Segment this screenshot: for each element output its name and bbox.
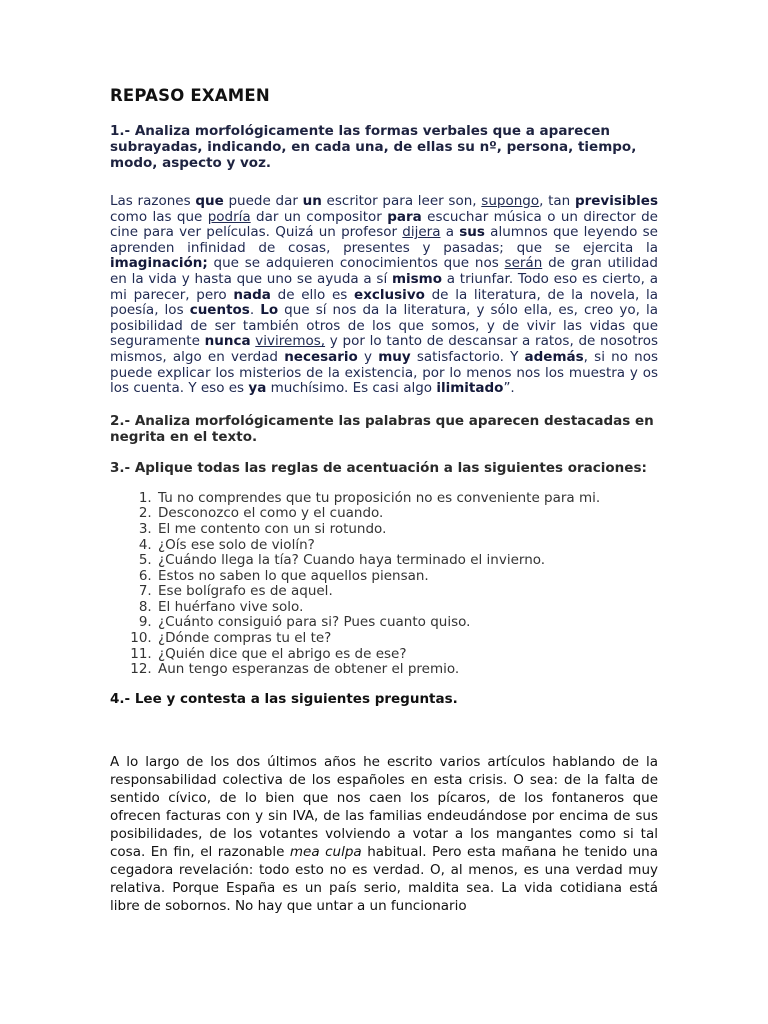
passage-text: de la literatura, de la novela, la poesía, los [110, 286, 659, 319]
reading-italic-phrase: mea culpa [289, 843, 362, 860]
passage-text: ”. [503, 380, 515, 397]
passage-text: como las que [110, 208, 208, 225]
passage-underlined-verb: serán [504, 255, 543, 272]
passage-text: alumnos que leyendo se aprenden infinidad de cosas, presentes y pasadas; que se ejercita la [110, 224, 658, 256]
sentence-item: 7. Ese bolígrafo es de aquel. [156, 584, 658, 600]
question-1: 1.- Analiza morfológicamente las formas verbales que a aparecen subrayadas, indicando, en cada una, de ellas su nº, persona, tiempo, modo, aspecto y voz. [110, 123, 637, 171]
reading-text: A lo largo de los dos últimos años he escrito varios artículos hablando de la responsabilidad colectiva de los españoles en esta crisis. O sea: de la falta de sentido cívico, de lo bien que nos caen los pícaros, de los fontaneros que ofrecen facturas con y sin IVA, de las familias endeudándose por encima de sus posibilidades, de los votantes volviendo a votar a los mangantes como si tal cosa. En fin, el razonable [110, 753, 658, 860]
passage-bold-word: sus [459, 224, 485, 241]
passage-bold-word: previsibles [574, 193, 659, 209]
passage-text: , si no nos puede explicar los misterios de la existencia, por lo menos nos los muestra y os los cuenta. Y eso es [110, 348, 658, 397]
sentence-item: 4. ¿Oís ese solo de violín? [156, 538, 658, 554]
passage-text: que se adquieren conocimientos que nos [207, 255, 505, 272]
passage-text: de gran utilidad en la vida y hasta que uno se ayuda a sí [110, 255, 658, 287]
passage-text: a [440, 224, 460, 241]
passage-underlined-verb: podría [207, 208, 251, 225]
document-content [110, 86, 658, 915]
passage-text: y [357, 348, 379, 365]
sentence-item: 9. ¿Cuánto consiguió para si? Pues cuanto quiso. [156, 615, 658, 631]
passage-underlined-verb: supongo [481, 193, 540, 209]
question-2: 2.- Analiza morfológicamente las palabras que aparecen destacadas en negrita en el texto. [110, 412, 654, 445]
reading-passage [110, 753, 658, 915]
passage-text: y por lo tanto de descansar a ratos, de nosotros mismos, algo en verdad [110, 333, 658, 365]
sentence-item: 12. Aun tengo esperanzas de obtener el premio. [156, 662, 658, 678]
question-4: 4.- Lee y contesta a las siguientes preguntas. [110, 690, 458, 707]
sentence-item: 5. ¿Cuándo llega la tía? Cuando haya terminado el invierno. [156, 553, 658, 569]
passage-bold-word: además [524, 348, 584, 365]
passage-bold-word: para [387, 208, 422, 225]
sentence-item: 11. ¿Quién dice que el abrigo es de ese? [156, 647, 658, 663]
sentence-item: 1. Tu no comprendes que tu proposición no es conveniente para mi. [156, 491, 658, 507]
passage-text: . [249, 302, 261, 319]
passage-bold-word: cuentos [189, 302, 250, 319]
passage-bold-word: nada [233, 286, 271, 303]
page-title: REPASO EXAMEN [110, 86, 270, 105]
passage-text: escuchar música o un director de cine para ver películas. Quizá un profesor [110, 208, 658, 241]
passage-text: , tan [539, 193, 575, 209]
passage-bold-word: ya [248, 380, 267, 397]
passage-text: a triunfar. Todo eso es cierto, a mi parecer, pero [110, 270, 658, 303]
passage-text: que sí nos da la literatura, y sólo ella, es, creo yo, la posibilidad de ser también otros de los que somos, y de vivir las vidas que seguramente [110, 302, 659, 350]
passage-bold-word: exclusivo [354, 286, 425, 303]
sentence-item: 8. El huérfano vive solo. [156, 600, 658, 616]
passage-text: dar un compositor [250, 208, 388, 225]
literature-passage [110, 194, 658, 397]
accent-sentences-list [110, 491, 658, 678]
passage-underlined-verb: viviremos, [255, 333, 326, 350]
sentence-item: 2. Desconozco el como y el cuando. [156, 506, 658, 522]
passage-bold-word: necesario [284, 348, 358, 365]
reading-text: habitual. Pero esta mañana he tenido una cegadora revelación: todo esto no es verdad. O, al menos, es una verdad muy relativa. Porque España es un país serio, maldita sea. La vida cotidiana está libre de sobornos. No hay que untar a un funcionario [110, 843, 658, 914]
sentence-item: 3. El me contento con un si rotundo. [156, 522, 658, 538]
passage-text: muchísimo. Es casi algo [266, 380, 437, 397]
passage-text: puede dar [223, 193, 303, 209]
passage-underlined-verb: dijera [402, 224, 441, 241]
passage-text: escritor para leer son, [321, 193, 482, 209]
passage-bold-word: que [195, 193, 224, 209]
sentence-item: 10. ¿Dónde compras tu el te? [156, 631, 658, 647]
passage-bold-word: mismo [391, 270, 443, 287]
passage-bold-word: muy [378, 348, 411, 365]
passage-bold-word: un [302, 193, 322, 209]
passage-bold-word: nunca [204, 333, 251, 350]
passage-text: Las razones [110, 193, 196, 209]
passage-bold-word: ilimitado [436, 380, 504, 397]
sentence-item: 6. Estos no saben lo que aquellos piensan. [156, 569, 658, 585]
passage-text: satisfactorio. Y [410, 348, 525, 365]
passage-bold-word: imaginación; [110, 255, 208, 272]
question-3: 3.- Aplique todas las reglas de acentuación a las siguientes oraciones: [110, 459, 647, 476]
passage-bold-word: Lo [260, 302, 279, 319]
passage-text: de ello es [270, 286, 355, 303]
